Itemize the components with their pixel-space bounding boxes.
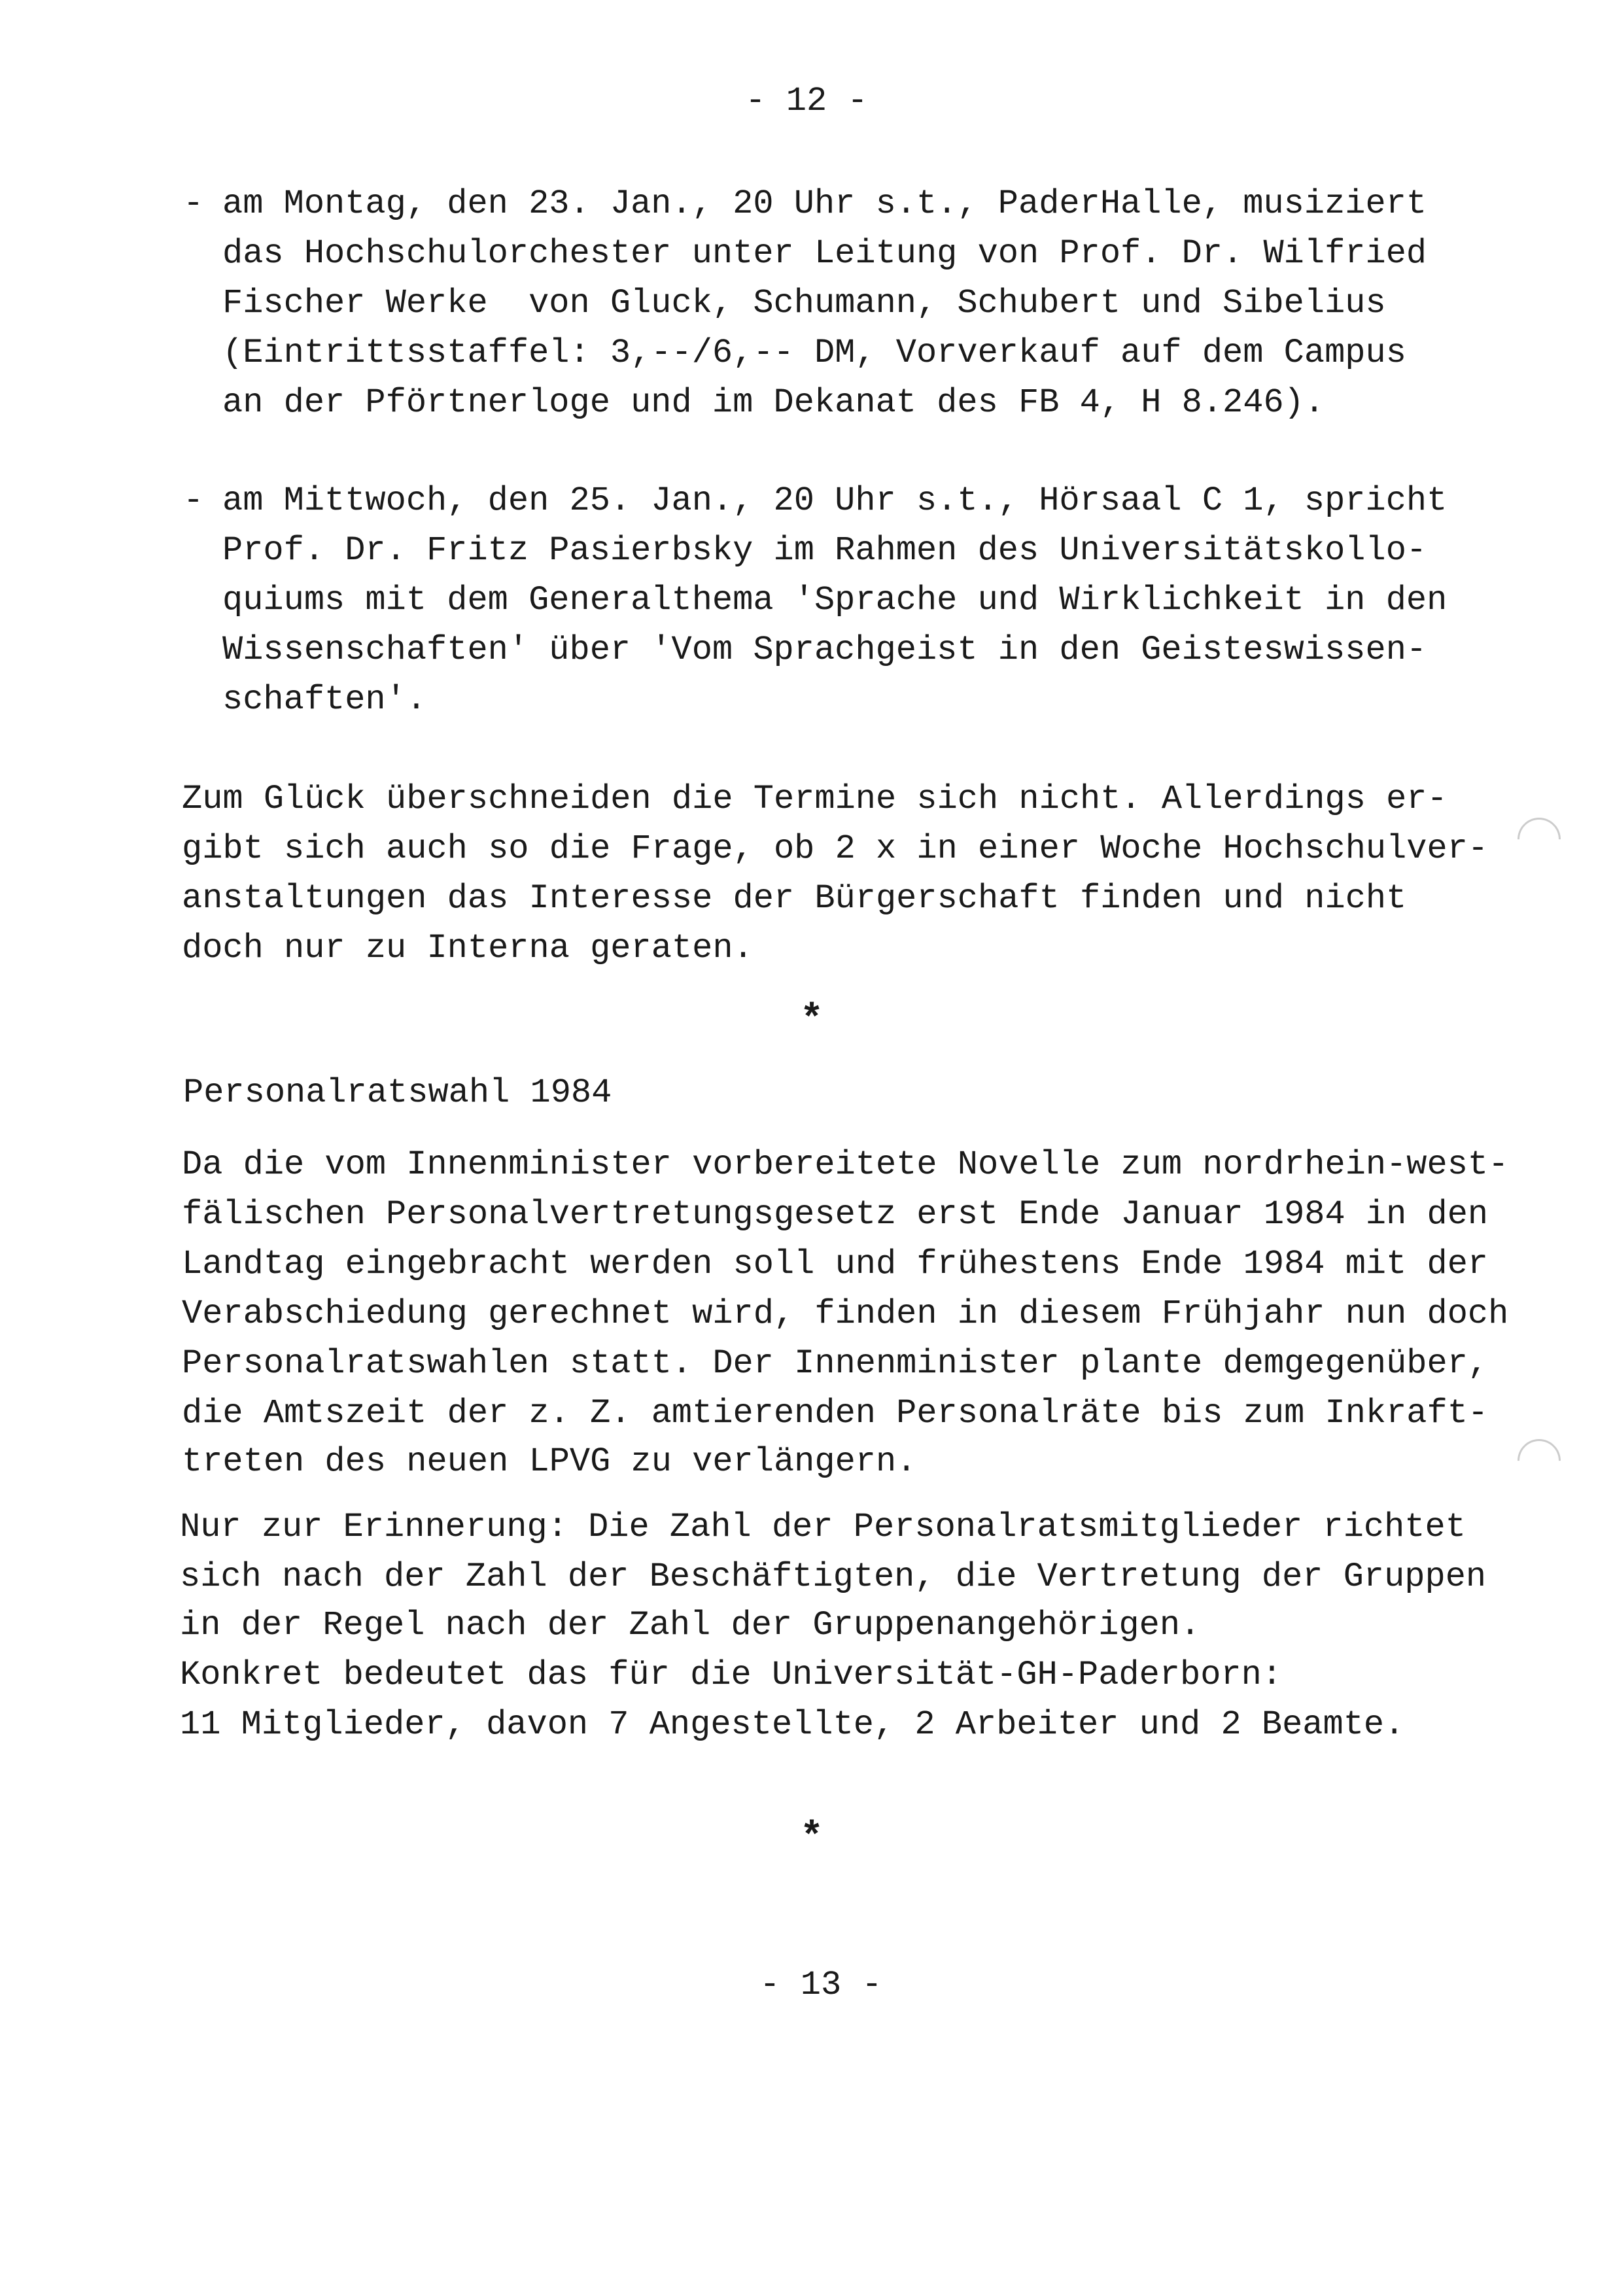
- punch-hole-mark: [1508, 1430, 1569, 1491]
- text-line: Landtag eingebracht werden soll und frühestens Ende 1984 mit der: [182, 1245, 1489, 1283]
- text-line: (Eintrittsstaffel: 3,--/6,-- DM, Vorverkauf auf dem Campus: [222, 334, 1406, 372]
- text-line: Nur zur Erinnerung: Die Zahl der Personalratsmitglieder richtet: [180, 1508, 1466, 1546]
- text-line: Da die vom Innenminister vorbereitete Novelle zum nordrhein-west-: [182, 1145, 1509, 1184]
- text-line: am Mittwoch, den 25. Jan., 20 Uhr s.t., Hörsaal C 1, spricht: [222, 481, 1448, 520]
- text-line: Konkret bedeutet das für die Universität-GH-Paderborn:: [180, 1656, 1283, 1694]
- text-line: die Amtszeit der z. Z. amtierenden Personalräte bis zum Inkraft-: [182, 1394, 1489, 1433]
- page-number-top: - 12 -: [745, 82, 868, 120]
- section-separator: *: [799, 1816, 824, 1860]
- text-line: 11 Mitglieder, davon 7 Angestellte, 2 Arbeiter und 2 Beamte.: [180, 1705, 1405, 1744]
- section-heading: Personalratswahl 1984: [183, 1073, 612, 1112]
- text-line: quiums mit dem Generalthema 'Sprache und Wirklichkeit in den: [222, 581, 1448, 619]
- text-line: Personalratswahlen statt. Der Innenminister plante demgegenüber,: [182, 1344, 1489, 1383]
- text-line: in der Regel nach der Zahl der Gruppenangehörigen.: [180, 1606, 1201, 1644]
- text-line: doch nur zu Interna geraten.: [182, 929, 754, 967]
- bullet-dash: -: [183, 481, 204, 520]
- text-line: sich nach der Zahl der Beschäftigten, die Vertretung der Gruppen: [180, 1557, 1487, 1596]
- text-line: das Hochschulorchester unter Leitung von Prof. Dr. Wilfried: [222, 234, 1427, 273]
- text-line: Fischer Werke von Gluck, Schumann, Schubert und Sibelius: [222, 284, 1386, 322]
- section-separator: *: [799, 998, 824, 1043]
- text-line: Prof. Dr. Fritz Pasierbsky im Rahmen des Universitätskollo-: [222, 531, 1427, 570]
- bullet-dash: -: [183, 184, 204, 223]
- text-line: gibt sich auch so die Frage, ob 2 x in einer Woche Hochschulver-: [182, 829, 1489, 868]
- text-line: treten des neuen LPVG zu verlängern.: [182, 1442, 917, 1481]
- text-line: am Montag, den 23. Jan., 20 Uhr s.t., PaderHalle, musiziert: [222, 184, 1427, 223]
- text-line: anstaltungen das Interesse der Bürgerschaft finden und nicht: [182, 879, 1407, 918]
- text-line: fälischen Personalvertretungsgesetz erst Ende Januar 1984 in den: [182, 1195, 1489, 1234]
- text-line: an der Pförtnerloge und im Dekanat des FB 4, H 8.246).: [222, 383, 1325, 422]
- page-number-bottom: - 13 -: [759, 1966, 882, 2004]
- text-line: Verabschiedung gerechnet wird, finden in diesem Frühjahr nun doch: [182, 1295, 1509, 1333]
- punch-hole-mark: [1508, 809, 1569, 869]
- text-line: schaften'.: [222, 680, 427, 719]
- text-line: Zum Glück überschneiden die Termine sich nicht. Allerdings er-: [182, 780, 1448, 818]
- text-line: Wissenschaften' über 'Vom Sprachgeist in den Geisteswissen-: [222, 631, 1427, 669]
